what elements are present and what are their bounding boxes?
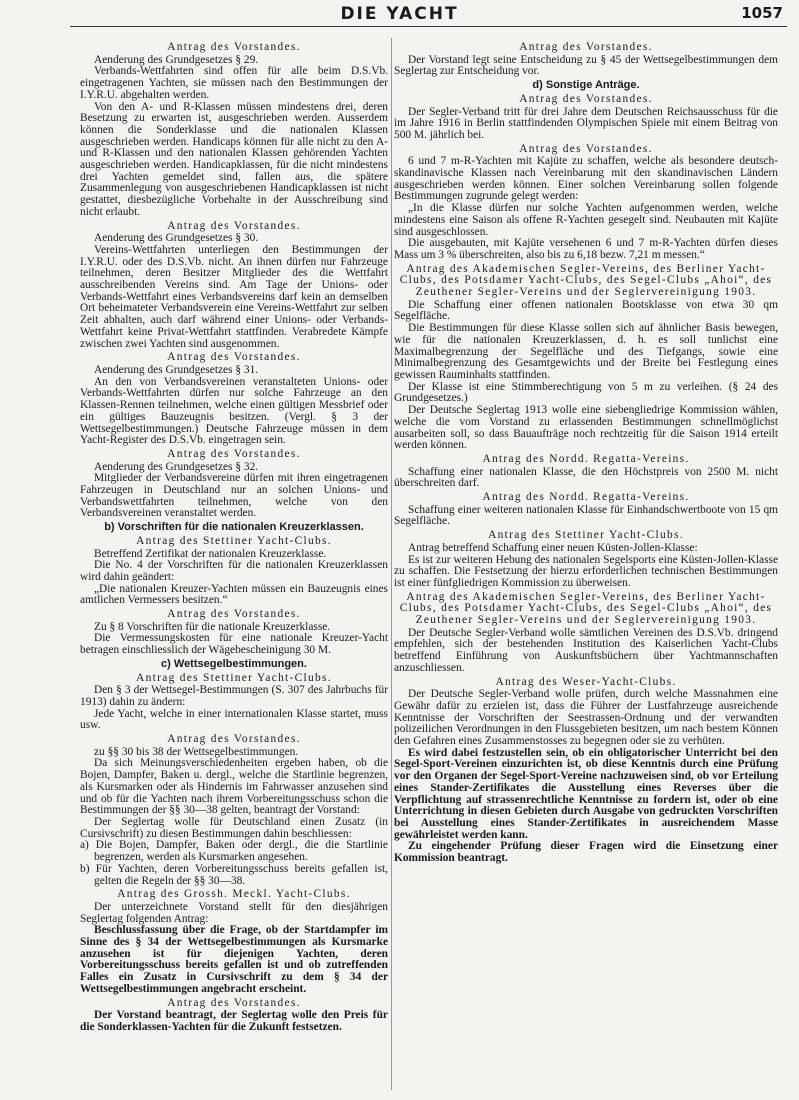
bold-paragraph: Beschlussfassung über die Frage, ob der Startdampfer im Sinne des § 34 der Wettsegelbestimmungen als Kursmarke anzusehen ist für diejenigen Yachten, deren Vorbereitungsschuss bereits gefallen ist und ob zutreffenden Falles ein Zusatz in Cursivschrift zu dem § 34 der Wettsegelbestimmungen angebracht erscheint. [80,924,388,995]
paragraph: „In die Klasse dürfen nur solche Yachten aufgenommen werden, welche mindestens eine Saison als offene R-Yachten gesegelt sind. Neubauten mit Kajüte sind ausgeschlossen. [394,202,778,238]
paragraph: Die Bestimmungen für diese Klasse sollen sich auf ähnlicher Basis bewegen, wie für die nationalen Kreuzerklassen, d. h. es soll tunlichst eine Maximalbegrenzung der Segelfläche und des Tiefgangs, sowie eine Minimalbegrenzung des Gesamtgewichts und der Breite bei Festlegung eines gewissen Rauminhalts stattfinden. [394,322,778,381]
section-heading: Antrag des Akademischen Segler-Vereins, des Berliner Yacht-Clubs, des Potsdamer Yacht-Clubs, des Segel-Clubs „Ahoi“, des Zeuthener Segler-Vereins und der Seglervereinigung 1903. [399,262,773,299]
paragraph: 6 und 7 m-R-Yachten mit Kajüte zu schaffen, welche als besondere deutsch-skandinavische Klassen nach Vereinbarung mit den skandinavischen Ländern ausgeschrieben werden können. Einer solchen Vereinbarung sollen folgende Bestimmungen zugrunde gelegt werden: [394,155,778,203]
section-heading: Antrag des Vorstandes. [167,351,301,364]
list-item: a) Die Bojen, Dampfer, Baken oder dergl., die die Startlinie begrenzen, werden als Kursmarken angesehen. [80,839,388,864]
paragraph: Jede Yacht, welche in einer internationalen Klasse startet, muss usw. [80,707,388,732]
section-heading: Antrag des Stettiner Yacht-Clubs. [136,534,332,547]
section-heading: Antrag des Vorstandes. [167,447,301,460]
section-heading: Antrag des Nordd. Regatta-Vereins. [482,452,690,465]
paragraph: Den § 3 der Wettsegel-Bestimmungen (S. 307 des Jahrbuchs für 1913) dahin zu ändern: [80,684,388,708]
section-heading: Antrag des Vorstandes. [167,41,301,53]
subsection-heading: c) Wettsegelbestimmungen. [161,657,307,670]
column-divider [391,38,392,1090]
header-rule [70,26,787,27]
section-heading: Antrag des Weser-Yacht-Clubs. [495,675,677,688]
paragraph: Betreffend Zertifikat der nationalen Kreuzerklasse. [94,547,327,560]
paragraph: Zu § 8 Vorschriften für die nationale Kreuzerklasse. [94,620,331,633]
bold-paragraph: Zu eingehender Prüfung dieser Fragen wird die Einsetzung einer Kommission beantragt. [394,840,778,865]
paragraph: Die No. 4 der Vorschriften für die nationalen Kreuzerklassen wird dahin geändert: [80,559,388,583]
section-heading: Antrag des Vorstandes. [167,219,301,232]
paragraph: Aenderung des Grundgesetzes § 32. [94,460,259,473]
paragraph: Vereins-Wettfahrten unterliegen den Bestimmungen der I.Y.R.U. oder des D.S.Vb. nicht. An ihnen dürfen nur Fahrzeuge teilnehmen, deren Besitzer Mitglieder des die Wettfahrt ausschreibenden Vereins sind. Am Tage der Unions- oder Verbands-Wettfahrt eines Verbandsvereins darf kein an demselben Ort beheimateter Verbandsverein eine Vereins-Wettfahrt zur selben Zeit abhalten, auch darf während einer Unions- oder Verbands-Wettfahrt keine Privat-Wettfahrt stattfinden. Verabredete Kämpfe zwischen zwei Yachten sind ausgenommen. [80,243,388,350]
paragraph: Der Segler-Verband tritt für drei Jahre dem Deutschen Reichsausschuss für die im Jahre 1916 in Berlin stattfindenden Olympischen Spiele mit einem Beitrag von 500 M. jährlich bei. [394,105,778,141]
section-heading: Antrag des Vorstandes. [167,733,301,746]
page-number: 1057 [741,4,783,22]
section-heading: Antrag des Vorstandes. [167,996,301,1009]
section-heading: Antrag des Vorstandes. [519,41,653,53]
paragraph: Mitglieder der Verbandsvereine dürfen mit ihren eingetragenen Fahrzeugen in Deutschland nur an solchen Unions- und Verbandswettfahrten teilnehmen, welche von den Verbandsvereinen veranstaltet werden. [80,472,388,520]
paragraph: „Die nationalen Kreuzer-Yachten müssen ein Bauzeugnis eines amtlichen Vermessers besitzen.“ [80,582,388,607]
paragraph: Antrag betreffend Schaffung einer neuen Küsten-Jollen-Klasse: [408,541,698,554]
paragraph: zu §§ 30 bis 38 der Wettsegelbestimmungen. [94,745,299,758]
paragraph: Der Klasse ist eine Stimmberechtigung von 5 m zu verleihen. (§ 24 des Grundgesetzes.) [394,380,778,405]
section-heading: Antrag des Nordd. Regatta-Vereins. [482,491,690,504]
subsection-heading: d) Sonstige Anträge. [532,79,640,92]
paragraph: Der Deutsche Segler-Verband wolle prüfen, durch welche Massnahmen eine Gewähr dafür zu erzielen ist, dass die Führer der Lustfahrzeuge ausreichende Kenntnisse der Vorschriften der Seestrassen-Ordnung und der verwandten polizeilichen Verordnungen in den Flussgebieten besitzen, um nach bestem Können den Gefahren eines Zusammenstosses zu begegnen oder sie zu verhüten. [394,688,778,748]
section-heading: Antrag des Vorstandes. [519,142,653,155]
paragraph: Aenderung des Grundgesetzes § 30. [94,232,259,245]
paragraph: Verbands-Wettfahrten sind offen für alle beim D.S.Vb. eingetragenen Yachten, sie müssen nach den Bestimmungen der I.Y.R.U. abgehalten werden. [80,65,388,101]
paragraph: Der Deutsche Segler-Verband wolle sämtlichen Vereinen des D.S.Vb. dringend empfehlen, sich der bestehenden Institution des Kaiserlichen Yacht-Clubs betreffend Einführung von Auskunftsbüchern über Yachtmannschaften anzuschliessen. [394,626,778,674]
paragraph: Aenderung des Grundgesetzes § 29. [94,53,259,66]
paragraph: An den von Verbandsvereinen veranstalteten Unions- oder Verbands-Wettfahrten dürfen nur solche Fahrzeuge an den Klassen-Rennen teilnehmen, welche einen gültigen Messbrief oder ein gültiges Bauzeugnis besitzen. (Vergl. § 3 der Wettsegelbestimmungen.) Deutsche Fahrzeuge müssen in dem Yacht-Register des D.S.Vb. eingetragen sein. [80,375,388,447]
paragraph: Schaffung einer weiteren nationalen Klasse für Einhandschwertboote von 15 qm Segelfläche. [394,503,778,528]
paragraph: Der Vorstand legt seine Entscheidung zu § 45 der Wettsegelbestimmungen dem Seglertag zur Entscheidung vor. [394,53,778,78]
section-heading: Antrag des Vorstandes. [167,608,301,621]
subsection-heading: b) Vorschriften für die nationalen Kreuzerklassen. [104,521,364,534]
list-item: b) Für Yachten, deren Vorbereitungsschuss bereits gefallen ist, gelten die Regeln der §§ 30—38. [80,862,388,887]
section-heading: Antrag des Vorstandes. [519,92,653,105]
paragraph: Aenderung des Grundgesetzes § 31. [94,363,259,376]
paragraph: Die Schaffung einer offenen nationalen Bootsklasse von etwa 30 qm Segelfläche. [394,298,778,323]
paragraph: Es ist zur weiteren Hebung des nationalen Segelsports eine Küsten-Jollen-Klasse zu schaffen. Die Festsetzung der hierzu erforderlichen technischen Bestimmungen ist einer fünfgliedrigen Kommission zu überweisen. [394,553,778,589]
paragraph: Schaffung einer nationalen Klasse, die den Höchstpreis von 2500 M. nicht überschreiten darf. [394,465,778,490]
right-column [394,40,778,1090]
paragraph: Der unterzeichnete Vorstand stellt für den diesjährigen Seglertag folgenden Antrag: [80,900,388,925]
paragraph: Die ausgebauten, mit Kajüte versehenen 6 und 7 m-R-Yachten dürfen dieses Mass um 3 % überschreiten, also bis zu 6,18 bezw. 7,21 m messen.“ [394,237,778,261]
paragraph: Der Seglertag wolle für Deutschland einen Zusatz (in Cursivschrift) zu diesen Bestimmungen dahin beschliessen: [80,816,388,840]
paragraph: Da sich Meinungsverschiedenheiten ergeben haben, ob die Bojen, Dampfer, Baken u. dergl., welche die Startlinie begrenzen, als Kursmarken oder als Hindernis im Fahrwasser anzusehen sind und ob für die Yachten nach ihrem Vorbereitungsschuss schon die Bestimmungen der §§ 30—38 gelten, beantragt der Vorstand: [80,757,388,817]
section-heading: Antrag des Grossh. Meckl. Yacht-Clubs. [117,888,351,901]
paragraph: Von den A- und R-Klassen müssen mindestens drei, deren Besetzung zu erwarten ist, ausgeschrieben werden. Ausserdem können die Sonderklasse und die nationalen Klassen ausgeschrieben werden. Handicaps können für alle nicht zu den A- und R-Klassen und den nationalen Klassen gehörenden Yachten ausgeschrieben werden. Handicapklassen, für die nicht mindestens drei Yachten gemeldet sind, fallen aus, die spätere Zusammenlegung von ausgeschriebenen Handicapklassen ist nicht gestattet, diesbezügliche Vorbehalte in der Ausschreibung sind nicht erlaubt. [80,100,388,218]
paragraph: Der Deutsche Seglertag 1913 wolle eine siebengliedrige Kommission wählen, welche die vom Vorstand zu erlassenden Bestimmungen schnellmöglichst ausarbeiten soll, so dass Bauaufträge noch rechtzeitig für die Saison 1914 erteilt werden können. [394,404,778,452]
paragraph: Die Vermessungskosten für eine nationale Kreuzer-Yacht betragen einschliesslich der Wägebescheinigung 30 M. [80,632,388,657]
page-header [0,2,799,28]
section-heading: Antrag des Akademischen Segler-Vereins, des Berliner Yacht-Clubs, des Potsdamer Yacht-Clubs, des Segel-Clubs „Ahoi“, des Zeuthener Segler-Vereins und der Seglervereinigung 1903. [399,590,773,627]
section-heading: Antrag des Stettiner Yacht-Clubs. [136,671,332,684]
bold-paragraph: Der Vorstand beantragt, der Seglertag wolle den Preis für die Sonderklassen-Yachten für die Zukunft festsetzen. [80,1009,388,1033]
section-heading: Antrag des Stettiner Yacht-Clubs. [488,529,684,542]
bold-paragraph: Es wird dabei festzustellen sein, ob ein obligatorischer Unterricht bei den Segel-Sport-Vereinen einzurichten ist, ob diese Kenntnis durch eine Prüfung vor den Organen der Segel-Sport-Vereine nachzuweisen sind, ob vor Erteilung eines Stander-Zertifikates die Ausstellung eines Reverses über die Verpflichtung auf strassenrechtliche Kenntnisse zu fordern ist, oder ob eine Unterrichtung in diesen Gebieten durch Ausgabe von gedruckten Vorschriften bei Ausstellung eines Stander-Zertifikates in ausreichendem Masse gewährleistet werden kann. [394,746,778,841]
running-title: DIE YACHT [340,4,459,24]
left-column [80,40,388,1090]
